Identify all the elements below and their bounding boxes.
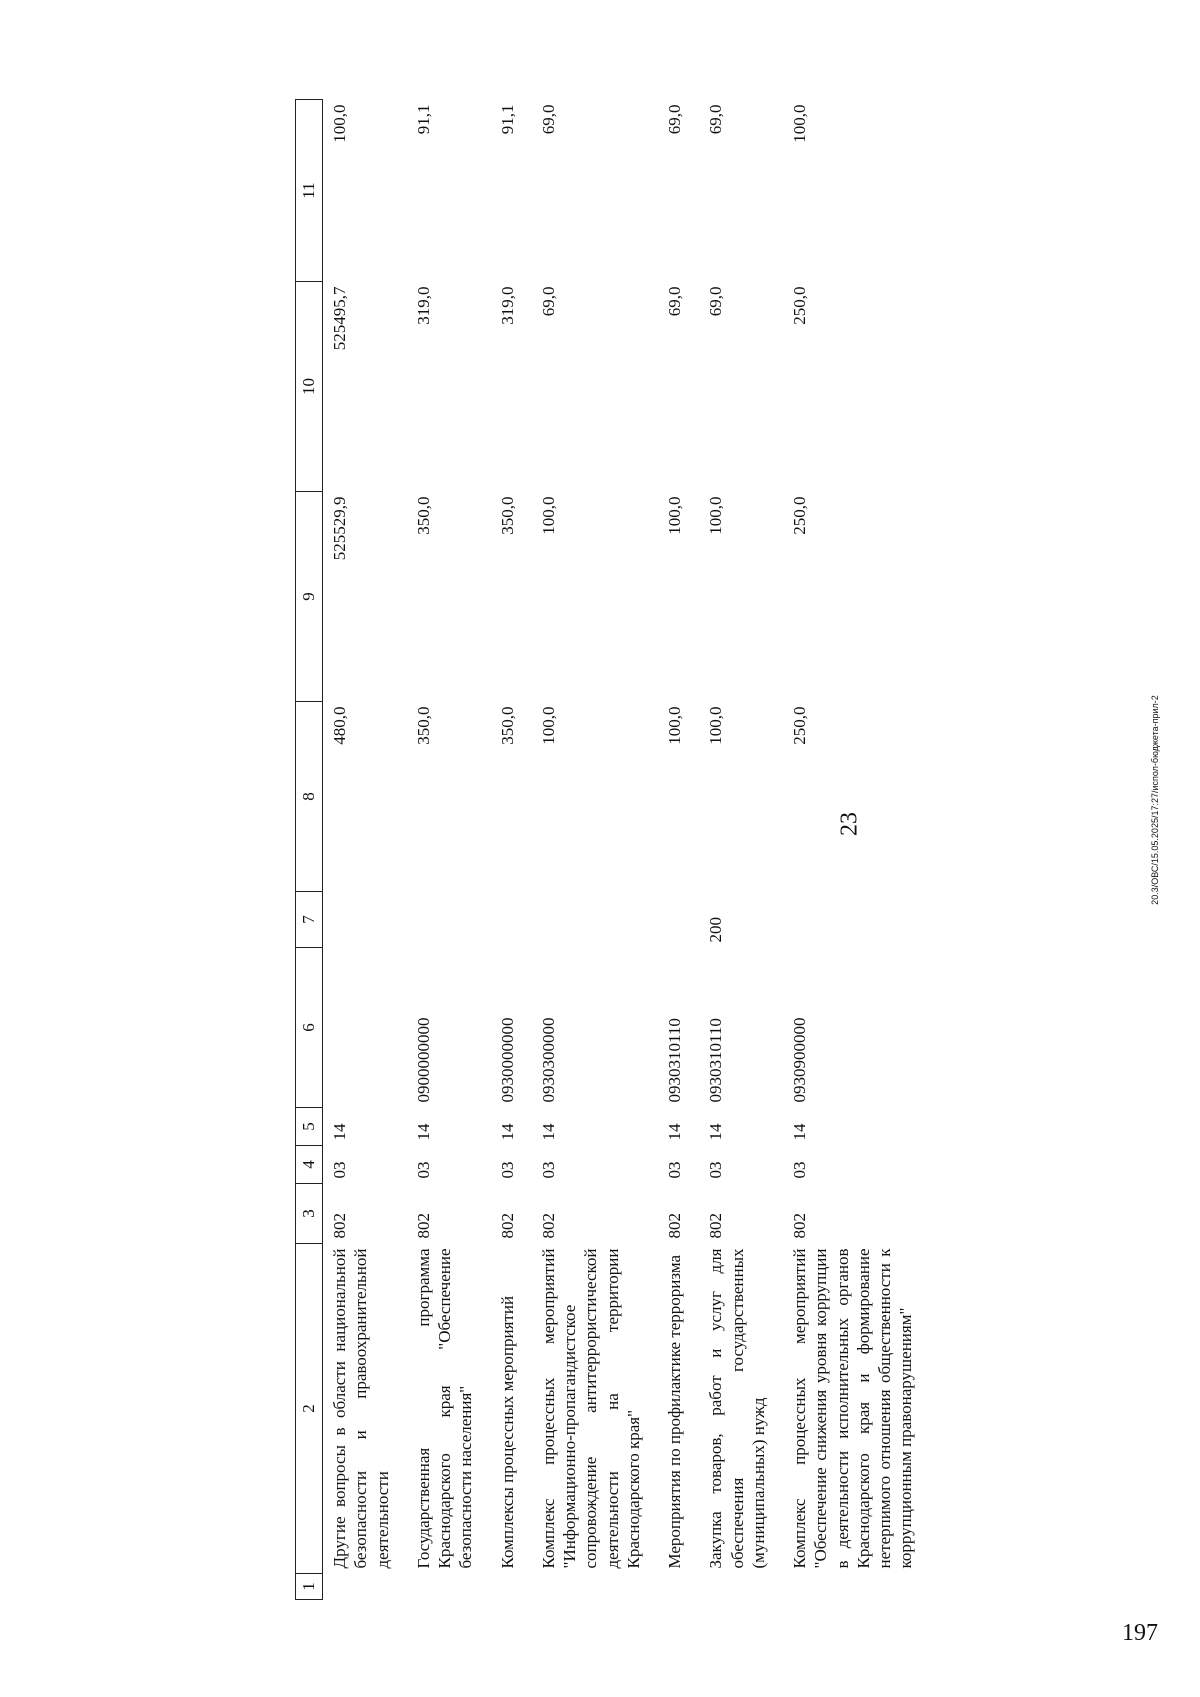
- header-col-7: 7: [296, 892, 323, 948]
- page-number-top: 23: [836, 812, 863, 836]
- cell-num: [407, 1574, 491, 1600]
- cell-col8: 100,0: [665, 706, 684, 745]
- cell-target: 0930900000: [790, 1017, 809, 1103]
- cell-name: Другие вопросы в области национальной безопасности и правоохранительной деятельности: [330, 1248, 392, 1569]
- header-col-10: 10: [296, 282, 323, 492]
- cell-col10: 319,0: [413, 286, 433, 325]
- table-row: [658, 100, 699, 1600]
- cell-expense-type: 200: [706, 917, 726, 943]
- cell-name: Мероприятия по профилактике терроризма: [665, 1254, 684, 1569]
- cell-name: Комплексы процессных мероприятий: [497, 1295, 517, 1569]
- cell-expense-type: [407, 892, 491, 948]
- cell-col11: 91,1: [413, 104, 433, 135]
- cell-col9: 350,0: [497, 496, 517, 535]
- table-row: [699, 100, 783, 1600]
- cell-ministry: 802: [413, 1213, 433, 1239]
- cell-name: Закупка товаров, работ и услуг для обеспечения государственных (муниципальных) нужд: [706, 1248, 768, 1569]
- cell-subsection: 14: [330, 1123, 349, 1141]
- cell-target: 0930300000: [538, 1017, 558, 1103]
- cell-subsection: 14: [413, 1123, 433, 1141]
- cell-ministry: 802: [538, 1213, 558, 1239]
- cell-section: 03: [330, 1161, 349, 1179]
- header-col-11: 11: [296, 100, 323, 282]
- cell-target: 0900000000: [413, 1017, 433, 1103]
- cell-name: Комплекс процессных мероприятий "Информационно-пропагандистское сопровождение антитеррористической деятельности на территории Краснодарского края": [538, 1248, 643, 1569]
- cell-num: [658, 1574, 699, 1600]
- cell-name: Комплекс процессных мероприятий "Обеспечение снижения уровня коррупции в деятельности исполнительных органов Краснодарского края и формирование нетерпимого отношения общественности к коррупционным правонарушениям": [790, 1248, 916, 1569]
- header-row: [296, 100, 323, 1600]
- header-col-6: 6: [296, 948, 323, 1108]
- table-row: [323, 100, 407, 1600]
- header-col-2: 2: [296, 1244, 323, 1574]
- cell-col11: 69,0: [665, 104, 684, 135]
- cell-num: [491, 1574, 532, 1600]
- cell-section: 03: [538, 1161, 558, 1179]
- page-number-bottom: 197: [1122, 1620, 1158, 1646]
- cell-col9: 250,0: [790, 496, 809, 535]
- header-col-4: 4: [296, 1146, 323, 1184]
- table-row: [532, 100, 658, 1600]
- cell-section: 03: [706, 1161, 726, 1179]
- header-col-5: 5: [296, 1108, 323, 1146]
- cell-expense-type: [323, 892, 407, 948]
- cell-col11: 100,0: [790, 104, 809, 143]
- cell-subsection: 14: [790, 1123, 809, 1141]
- header-col-9: 9: [296, 492, 323, 702]
- cell-ministry: 802: [790, 1213, 809, 1239]
- cell-col9: 100,0: [538, 496, 558, 535]
- cell-col8: 480,0: [330, 706, 349, 745]
- table-row: [783, 100, 931, 1600]
- cell-section: 03: [665, 1161, 684, 1179]
- cell-section: 03: [790, 1161, 809, 1179]
- cell-num: [699, 1574, 783, 1600]
- cell-expense-type: [491, 892, 532, 948]
- cell-col10: 319,0: [497, 286, 517, 325]
- cell-col10: 69,0: [706, 286, 726, 317]
- cell-col9: 525529,9: [330, 496, 349, 561]
- cell-col10: 525495,7: [330, 286, 349, 351]
- cell-target: 0930310110: [665, 1018, 684, 1103]
- cell-name: Государственная программа Краснодарского края "Обеспечение безопасности населения": [413, 1248, 476, 1569]
- table-row: [407, 100, 491, 1600]
- rotated-table-wrapper: [295, 100, 995, 1600]
- header-col-1: 1: [296, 1574, 323, 1600]
- cell-subsection: 14: [665, 1123, 684, 1141]
- cell-col8: 350,0: [413, 706, 433, 745]
- cell-expense-type: [658, 892, 699, 948]
- cell-col9: 100,0: [665, 496, 684, 535]
- footer-document-code: 20.3/ОВС/15.05.2025/17:27/испол-бюджета-прил-2: [1150, 695, 1160, 905]
- table-row: [491, 100, 532, 1600]
- cell-col10: 69,0: [538, 286, 558, 317]
- cell-section: 03: [497, 1161, 517, 1179]
- cell-col11: 100,0: [330, 104, 349, 143]
- cell-subsection: 14: [706, 1123, 726, 1141]
- cell-col10: 250,0: [790, 286, 809, 325]
- cell-col8: 100,0: [706, 706, 726, 745]
- cell-col10: 69,0: [665, 286, 684, 317]
- cell-section: 03: [413, 1161, 433, 1179]
- cell-col9: 350,0: [413, 496, 433, 535]
- cell-ministry: 802: [497, 1213, 517, 1239]
- cell-col9: 100,0: [706, 496, 726, 535]
- cell-target: 0930310110: [706, 1018, 726, 1103]
- cell-ministry: 802: [330, 1213, 349, 1239]
- cell-expense-type: [532, 892, 658, 948]
- cell-target: 0930000000: [497, 1017, 517, 1103]
- cell-col11: 69,0: [538, 104, 558, 135]
- cell-col8: 350,0: [497, 706, 517, 745]
- cell-col8: 100,0: [538, 706, 558, 745]
- cell-subsection: 14: [538, 1123, 558, 1141]
- header-col-3: 3: [296, 1184, 323, 1244]
- cell-expense-type: [783, 892, 931, 948]
- cell-col11: 91,1: [497, 104, 517, 135]
- cell-target: [323, 948, 407, 1108]
- cell-ministry: 802: [665, 1213, 684, 1239]
- cell-subsection: 14: [497, 1123, 517, 1141]
- cell-num: [532, 1574, 658, 1600]
- cell-col8: 250,0: [790, 706, 809, 745]
- cell-col11: 69,0: [706, 104, 726, 135]
- header-col-8: 8: [296, 702, 323, 892]
- budget-table: [295, 99, 931, 1600]
- cell-num: [323, 1574, 407, 1600]
- cell-ministry: 802: [706, 1213, 726, 1239]
- cell-num: [783, 1574, 931, 1600]
